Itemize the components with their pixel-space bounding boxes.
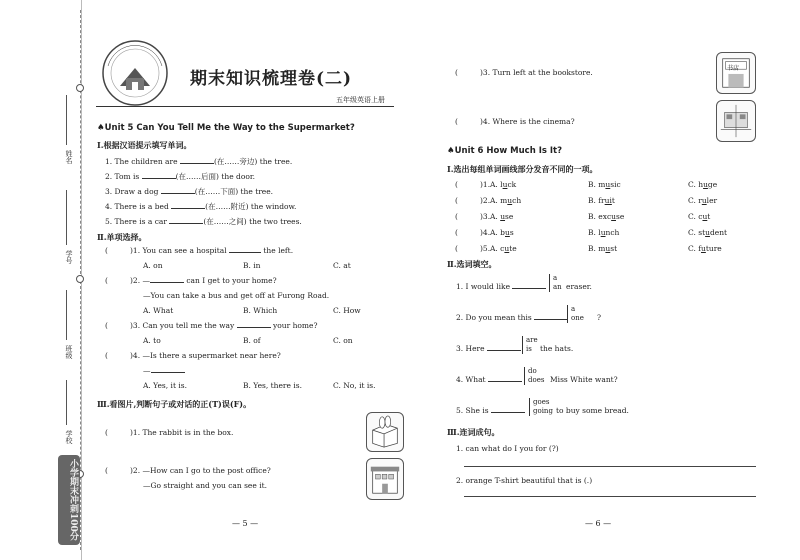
answer-blank[interactable] xyxy=(161,193,195,194)
option-c[interactable]: C. No, it is. xyxy=(333,381,376,390)
option-b[interactable]: B. fruit xyxy=(588,196,615,205)
unit6-section3-title: Ⅲ.连词成句。 xyxy=(447,427,500,437)
school-label: 学校 xyxy=(65,430,73,444)
mc-question: )3. Can you tell me the way your home? xyxy=(130,321,318,330)
option-a[interactable]: A. to xyxy=(143,336,161,345)
option-a[interactable]: A. on xyxy=(143,261,163,270)
punch-hole xyxy=(76,84,84,92)
word-choices[interactable]: do does xyxy=(524,367,544,385)
series-logo xyxy=(100,38,170,108)
option-c[interactable]: C. at xyxy=(333,261,351,270)
school-line[interactable] xyxy=(66,380,67,425)
option-a[interactable]: A. much xyxy=(490,196,522,205)
option-c[interactable]: C. on xyxy=(333,336,353,345)
choice-item-end: Miss White want? xyxy=(550,375,618,384)
answer-blank[interactable] xyxy=(237,327,271,328)
fill-item: 4. There is a bed (在……附近) the window. xyxy=(105,202,297,211)
option-b[interactable]: B. in xyxy=(243,261,261,270)
fill-item: 1. The children are (在……旁边) the tree. xyxy=(105,157,293,166)
number-line[interactable] xyxy=(66,190,67,245)
option-b[interactable]: B. lunch xyxy=(588,228,620,237)
answer-blank[interactable] xyxy=(534,319,568,320)
choice-item: 5. She is xyxy=(456,406,525,415)
header-rule xyxy=(96,106,394,107)
answer-blank[interactable] xyxy=(142,178,176,179)
unit6-section1-title: Ⅰ.选出每组单词画线部分发音不同的一项。 xyxy=(447,164,598,174)
option-c[interactable]: C. ruler xyxy=(688,196,718,205)
reorder-item: 2. orange T-shirt beautiful that is (.) xyxy=(456,476,593,485)
option-c[interactable]: C. student xyxy=(688,228,728,237)
option-a[interactable]: A. Yes, it is. xyxy=(143,381,187,390)
fill-item: 3. Draw a dog (在……下面) the tree. xyxy=(105,187,274,196)
answer-paren[interactable]: ( xyxy=(455,196,458,205)
option-a[interactable]: A. What xyxy=(143,306,174,315)
answer-paren[interactable]: ( xyxy=(105,428,108,437)
binding-margin xyxy=(0,0,82,560)
option-c[interactable]: C. huge xyxy=(688,180,718,189)
option-b[interactable]: B. of xyxy=(243,336,261,345)
tf-question: )3. Turn left at the bookstore. xyxy=(480,68,593,77)
class-label: 班级 xyxy=(65,345,73,359)
choice-item-end: eraser. xyxy=(566,282,592,291)
answer-paren[interactable]: ( xyxy=(105,351,108,360)
fill-item: 5. There is a car (在……之间) the two trees. xyxy=(105,217,302,226)
answer-blank[interactable] xyxy=(487,350,521,351)
answer-paren[interactable]: ( xyxy=(105,321,108,330)
answer-blank[interactable] xyxy=(488,381,522,382)
page-number-left: — 5 — xyxy=(232,519,259,528)
row-number: )3. xyxy=(480,212,491,221)
option-b[interactable]: B. excuse xyxy=(588,212,625,221)
unit6-heading: ♠Unit 6 How Much Is It? xyxy=(447,146,563,156)
word-choices[interactable]: a one xyxy=(567,305,584,323)
option-a[interactable]: A. bus xyxy=(490,228,514,237)
choice-item-end: ? xyxy=(597,313,602,322)
cinema-map-picture xyxy=(716,100,756,142)
post-office-picture xyxy=(366,458,404,500)
number-label: 学号 xyxy=(65,250,73,264)
unit5-section2-title: Ⅱ.单项选择。 xyxy=(97,232,147,242)
answer-paren[interactable]: ( xyxy=(105,246,108,255)
name-label: 姓名 xyxy=(65,150,73,164)
tf-question: )1. The rabbit is in the box. xyxy=(130,428,234,437)
bookstore-sign: 书店 xyxy=(727,65,740,72)
unit5-section1-title: Ⅰ.根据汉语提示填写单词。 xyxy=(97,140,192,150)
word-choices[interactable]: a an xyxy=(549,274,562,292)
answer-blank[interactable] xyxy=(169,223,203,224)
option-b[interactable]: B. music xyxy=(588,180,621,189)
unit6-section2-title: Ⅱ.选词填空。 xyxy=(447,259,497,269)
answer-blank[interactable] xyxy=(491,412,525,413)
answer-paren[interactable]: ( xyxy=(455,228,458,237)
page-title: 期末知识梳理卷(二) xyxy=(190,69,353,89)
option-c[interactable]: C. cut xyxy=(688,212,711,221)
answer-paren[interactable]: ( xyxy=(455,180,458,189)
choice-item: 1. I would like xyxy=(456,282,546,291)
answer-blank[interactable] xyxy=(180,163,214,164)
option-a[interactable]: A. use xyxy=(490,212,514,221)
fill-item: 2. Tom is (在……后面) the door. xyxy=(105,172,256,181)
option-c[interactable]: C. How xyxy=(333,306,361,315)
tf-question: )2. —How can I go to the post office? xyxy=(130,466,271,475)
mc-question: )2. — can I get to your home? xyxy=(130,276,277,285)
reorder-item: 1. can what do I you for (?) xyxy=(456,444,559,453)
answer-blank[interactable] xyxy=(150,282,184,283)
tf-question: )4. Where is the cinema? xyxy=(480,117,575,126)
row-number: )5. xyxy=(480,244,491,253)
row-number: )4. xyxy=(480,228,491,237)
option-b[interactable]: B. Which xyxy=(243,306,278,315)
unit5-heading: ♠Unit 5 Can You Tell Me the Way to the Supermarket? xyxy=(97,123,355,133)
punch-hole xyxy=(76,275,84,283)
rabbit-box-picture xyxy=(366,412,404,452)
answer-line[interactable] xyxy=(464,466,756,467)
answer-paren[interactable]: ( xyxy=(455,68,458,77)
answer-blank[interactable] xyxy=(171,208,205,209)
answer-paren[interactable]: ( xyxy=(455,244,458,253)
option-c[interactable]: C. future xyxy=(688,244,722,253)
name-line[interactable] xyxy=(66,95,67,145)
bookstore-picture xyxy=(716,52,756,94)
option-a[interactable]: A. luck xyxy=(490,180,517,189)
word-choices[interactable]: are is xyxy=(522,336,538,354)
answer-paren[interactable]: ( xyxy=(455,117,458,126)
answer-blank[interactable] xyxy=(151,372,185,373)
answer-paren[interactable]: ( xyxy=(105,466,108,475)
answer-blank[interactable] xyxy=(512,288,546,289)
choice-item-end: the hats. xyxy=(540,344,574,353)
mc-question-line2: — xyxy=(143,366,185,375)
page-number-right: — 6 — xyxy=(585,519,612,528)
row-number: )1. xyxy=(480,180,491,189)
answer-blank[interactable] xyxy=(229,252,261,253)
unit5-section3-title: Ⅲ.看图片,判断句子或对话的正(T)误(F)。 xyxy=(97,399,252,409)
answer-line[interactable] xyxy=(464,496,756,497)
mc-question: )4. —Is there a supermarket near here? xyxy=(130,351,281,360)
mc-question: )1. You can see a hospital the left. xyxy=(130,246,294,255)
answer-paren[interactable]: ( xyxy=(105,276,108,285)
choice-item-end: to buy some bread. xyxy=(556,406,629,415)
option-b[interactable]: B. must xyxy=(588,244,618,253)
answer-paren[interactable]: ( xyxy=(455,212,458,221)
word-choices[interactable]: goes going xyxy=(529,398,553,416)
class-line[interactable] xyxy=(66,290,67,340)
spine-logo: 小学期末冲刺100分 xyxy=(58,455,80,545)
option-b[interactable]: B. Yes, there is. xyxy=(243,381,302,390)
mc-question-line2: —You can take a bus and get off at Furong Road. xyxy=(143,291,330,300)
choice-item: 3. Here xyxy=(456,344,521,353)
choice-item: 4. What xyxy=(456,375,522,384)
option-a[interactable]: A. cute xyxy=(490,244,517,253)
row-number: )2. xyxy=(480,196,491,205)
choice-item: 2. Do you mean this xyxy=(456,313,568,322)
grade-label: 五年级英语上册 xyxy=(336,96,385,104)
tf-question-line2: —Go straight and you can see it. xyxy=(143,481,267,490)
